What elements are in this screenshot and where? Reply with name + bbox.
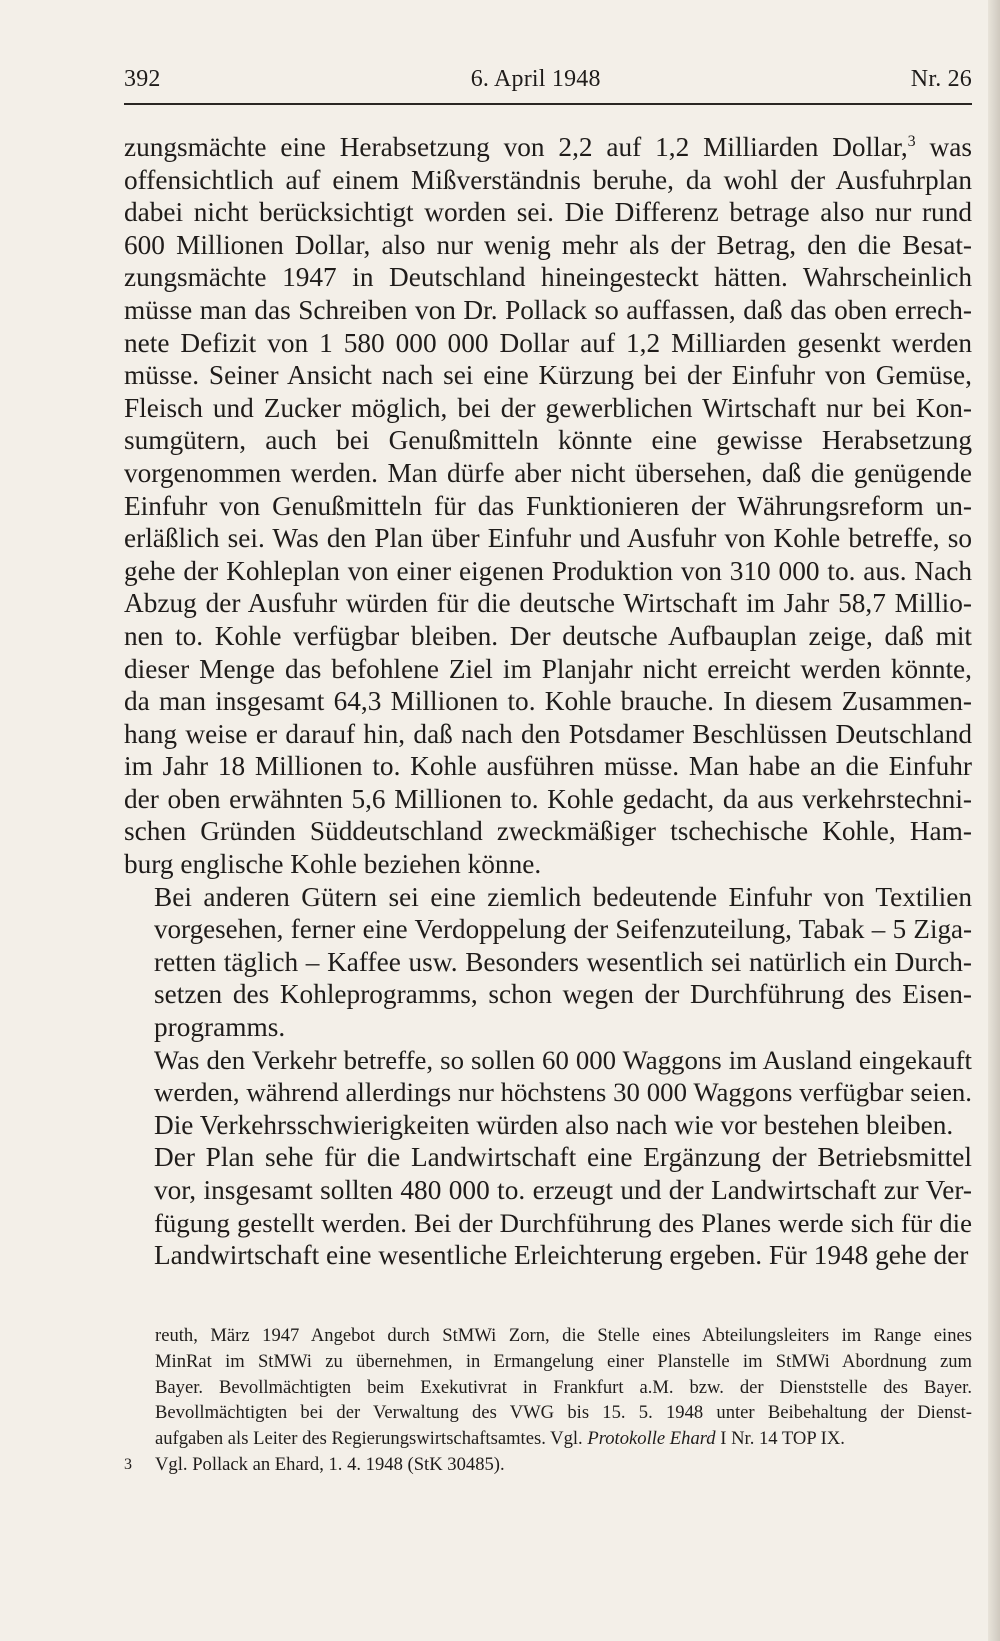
text-line: Einfuhr von Genußmitteln für das Funktionieren der Währungsreform un- xyxy=(124,490,972,521)
text-line: burg englische Kohle beziehen könne. xyxy=(124,849,542,880)
text-line: werden, während allerdings nur höchstens 30 000 Waggons verfügbar seien. xyxy=(154,1077,972,1108)
paragraph-3 xyxy=(124,1044,972,1142)
footnote-3-number: 3 xyxy=(124,1455,132,1473)
text-line: Die Verkehrsschwierigkeiten würden also nach wie vor bestehen bleiben. xyxy=(154,1109,954,1140)
text-line: hang weise er darauf hin, daß nach den Potsdamer Beschlüssen Deutschland xyxy=(124,718,972,749)
text-line: nen to. Kohle verfügbar bleiben. Der deutsche Aufbauplan zeige, daß mit xyxy=(124,620,972,651)
footnote-source-title: Protokolle Ehard xyxy=(587,1428,716,1450)
running-header xyxy=(124,66,972,93)
page-number: 392 xyxy=(124,66,161,92)
footnote-line-end: I Nr. 14 TOP IX. xyxy=(715,1428,845,1450)
text-line: setzen des Kohleprogramms, schon wegen der Durchführung des Eisen- xyxy=(154,979,972,1010)
text-line: 600 Millionen Dollar, also nur wenig mehr als der Betrag, den die Besat- xyxy=(124,229,972,260)
page-edge-shadow xyxy=(988,0,1000,1641)
text-line xyxy=(124,131,972,164)
text-line-end: was xyxy=(915,132,972,162)
text-line: sumgütern, auch bei Genußmitteln könnte eine gewisse Herabsetzung xyxy=(124,425,972,456)
text-line: müsse. Seiner Ansicht nach sei eine Kürzung bei der Einfuhr von Gemüse, xyxy=(124,360,972,391)
text-line: vorgenommen werden. Man dürfe aber nicht übersehen, daß die genügende xyxy=(124,457,972,488)
footnote-3-text: Vgl. Pollack an Ehard, 1. 4. 1948 (StK 30485). xyxy=(155,1453,505,1475)
text-line: Fleisch und Zucker möglich, bei der gewerblichen Wirtschaft nur bei Kon- xyxy=(124,392,972,423)
document-number: Nr. 26 xyxy=(910,66,972,92)
text-line: Was den Verkehr betreffe, so sollen 60 000 Waggons im Ausland eingekauft xyxy=(154,1044,972,1075)
paragraph-1 xyxy=(124,131,972,881)
footnote-line: Bevollmächtigten bei der Verwaltung des VWG bis 15. 5. 1948 unter Beibehaltung der Dienst- xyxy=(155,1402,972,1424)
footnote-line: Bayer. Bevollmächtigten beim Exekutivrat in Frankfurt a.M. bzw. der Dienststelle des Bayer. xyxy=(155,1376,972,1398)
footnote-continued xyxy=(124,1323,972,1452)
text-line: programms. xyxy=(154,1012,286,1043)
footnote-reference[interactable]: 3 xyxy=(907,132,916,150)
footnote-3 xyxy=(124,1452,972,1478)
text-line: im Jahr 18 Millionen to. Kohle ausführen müsse. Man habe an die Einfuhr xyxy=(124,751,972,782)
text-line: zungsmächte 1947 in Deutschland hineingesteckt hätten. Wahrscheinlich xyxy=(124,262,972,293)
paragraph-4 xyxy=(124,1141,972,1271)
text-line: vorgesehen, ferner eine Verdoppelung der Seifenzuteilung, Tabak – 5 Ziga- xyxy=(154,914,972,945)
text-line: Der Plan sehe für die Landwirtschaft eine Ergänzung der Betriebsmittel xyxy=(154,1142,972,1173)
text-line: Bei anderen Gütern sei eine ziemlich bedeutende Einfuhr von Textilien xyxy=(154,881,972,912)
text-line: erläßlich sei. Was den Plan über Einfuhr und Ausfuhr von Kohle betreffe, so xyxy=(124,523,972,554)
text-line: offensichtlich auf einem Mißverständnis beruhe, da wohl der Ausfuhrplan xyxy=(124,164,972,195)
text-line: schen Gründen Süddeutschland zweckmäßiger tschechische Kohle, Ham- xyxy=(124,816,972,847)
text-line-start: zungsmächte eine Herabsetzung von 2,2 auf 1,2 Milliarden Dollar, xyxy=(124,132,908,162)
header-rule xyxy=(124,103,972,105)
paragraph-2 xyxy=(124,881,972,1044)
text-line: vor, insgesamt sollten 480 000 to. erzeugt und der Landwirtschaft zur Ver- xyxy=(154,1175,972,1205)
text-line: Abzug der Ausfuhr würden für die deutsche Wirtschaft im Jahr 58,7 Millio- xyxy=(124,588,972,619)
footnotes xyxy=(124,1323,972,1478)
text-line: nete Defizit von 1 580 000 000 Dollar auf 1,2 Milliarden gesenkt werden xyxy=(124,327,972,358)
text-line: da man insgesamt 64,3 Millionen to. Kohle brauche. In diesem Zusammen- xyxy=(124,686,972,717)
text-line: dabei nicht berücksichtigt worden sei. Die Differenz betrage also nur rund xyxy=(124,197,972,228)
footnote-line: reuth, März 1947 Angebot durch StMWi Zorn, die Stelle eines Abteilungsleiters im Range eines xyxy=(155,1325,972,1346)
header-date: 6. April 1948 xyxy=(470,66,601,92)
text-line: gehe der Kohleplan von einer eigenen Produktion von 310 000 to. aus. Nach xyxy=(124,555,972,586)
footnote-line xyxy=(155,1426,972,1452)
text-line: Landwirtschaft eine wesentliche Erleichterung ergeben. Für 1948 gehe der xyxy=(154,1240,969,1271)
footnote-line: MinRat im StMWi zu übernehmen, in Ermangelung einer Planstelle im StMWi Abordnung zum xyxy=(155,1350,972,1372)
text-line: dieser Menge das befohlene Ziel im Planjahr nicht erreicht werden könnte, xyxy=(124,653,972,684)
text-line: der oben erwähnten 5,6 Millionen to. Kohle gedacht, da aus verkehrstechni- xyxy=(124,783,972,814)
main-text xyxy=(124,131,972,1272)
text-line: retten täglich – Kaffee usw. Besonders wesentlich sei natürlich ein Durch- xyxy=(154,946,972,977)
text-line: fügung gestellt werden. Bei der Durchführung des Planes werde sich für die xyxy=(154,1207,972,1238)
text-line: müsse man das Schreiben von Dr. Pollack so auffassen, daß das oben errech- xyxy=(124,294,972,325)
footnote-line-start: aufgaben als Leiter des Regierungswirtschaftsamtes. Vgl. xyxy=(155,1428,588,1450)
